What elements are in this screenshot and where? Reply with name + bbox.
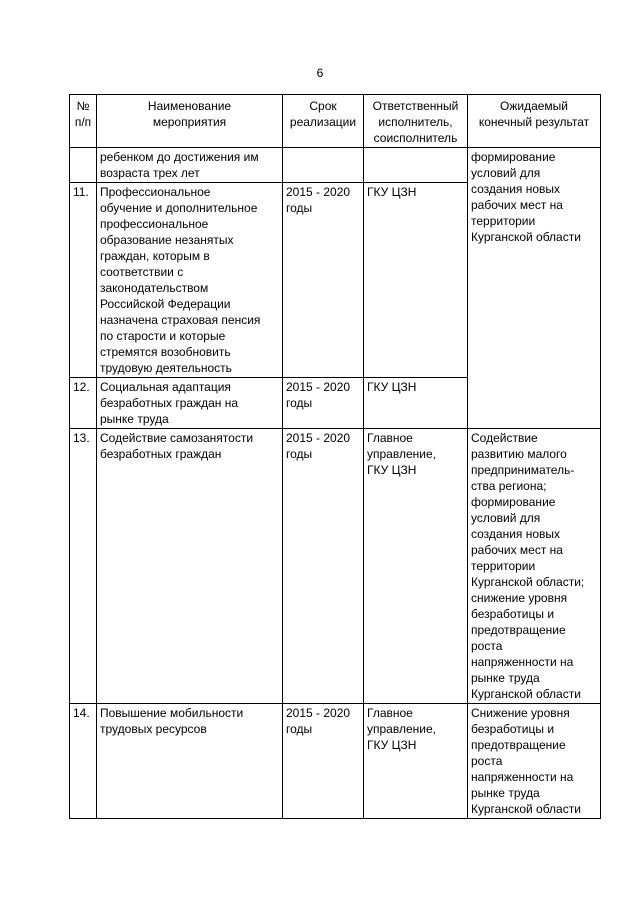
header-name: Наименование мероприятия xyxy=(97,95,283,148)
row-result: Снижение уровня безработицы и предотвращение роста напряженности на рынке труда Курганской области xyxy=(468,704,601,819)
page-number: 6 xyxy=(316,66,324,80)
header-number: № п/п xyxy=(70,95,97,148)
row-term: 2015 - 2020 годы xyxy=(283,429,364,704)
row-executor: Главное управление, ГКУ ЦЗН xyxy=(364,704,468,819)
row-number: 11. xyxy=(70,183,97,378)
header-result: Ожидаемый конечный результат xyxy=(468,95,601,148)
row-term: 2015 - 2020 годы xyxy=(283,183,364,378)
row-term: 2015 - 2020 годы xyxy=(283,704,364,819)
row-name: Профессиональное обучение и дополнительное профессиональное образование незанятых граждан, которым в соответствии с законодательством Российской Федерации назначена страховая пенсия по старости и которые стремятся возобновить трудовую деятельность xyxy=(97,183,283,378)
row-name: Повышение мобильности трудовых ресурсов xyxy=(97,704,283,819)
row-executor: Главное управление, ГКУ ЦЗН xyxy=(364,429,468,704)
row-number xyxy=(70,148,97,183)
table-row xyxy=(70,704,601,819)
row-result-merged: формирование условий для создания новых рабочих мест на территории Курганской области xyxy=(468,148,601,429)
row-number: 14. xyxy=(70,704,97,819)
table-row xyxy=(70,148,601,183)
row-name: ребенком до достижения им возраста трех лет xyxy=(97,148,283,183)
row-number: 12. xyxy=(70,378,97,429)
table-row xyxy=(70,429,601,704)
row-name: Содействие самозанятости безработных граждан xyxy=(97,429,283,704)
header-term: Срок реализации xyxy=(283,95,364,148)
row-term xyxy=(283,148,364,183)
row-term: 2015 - 2020 годы xyxy=(283,378,364,429)
table-header-row xyxy=(70,95,601,148)
header-executor: Ответственный исполнитель, соисполнитель xyxy=(364,95,468,148)
row-name: Социальная адаптация безработных граждан на рынке труда xyxy=(97,378,283,429)
row-result: Содействие развитию малого предприниматель- ства региона; формирование условий для создания новых рабочих мест на территории Курганской области; снижение уровня безработицы и предотвращение роста напряженности на рынке труда Курганской области xyxy=(468,429,601,704)
row-number: 13. xyxy=(70,429,97,704)
row-executor: ГКУ ЦЗН xyxy=(364,183,468,378)
row-executor: ГКУ ЦЗН xyxy=(364,378,468,429)
row-executor xyxy=(364,148,468,183)
measures-table xyxy=(69,94,601,819)
